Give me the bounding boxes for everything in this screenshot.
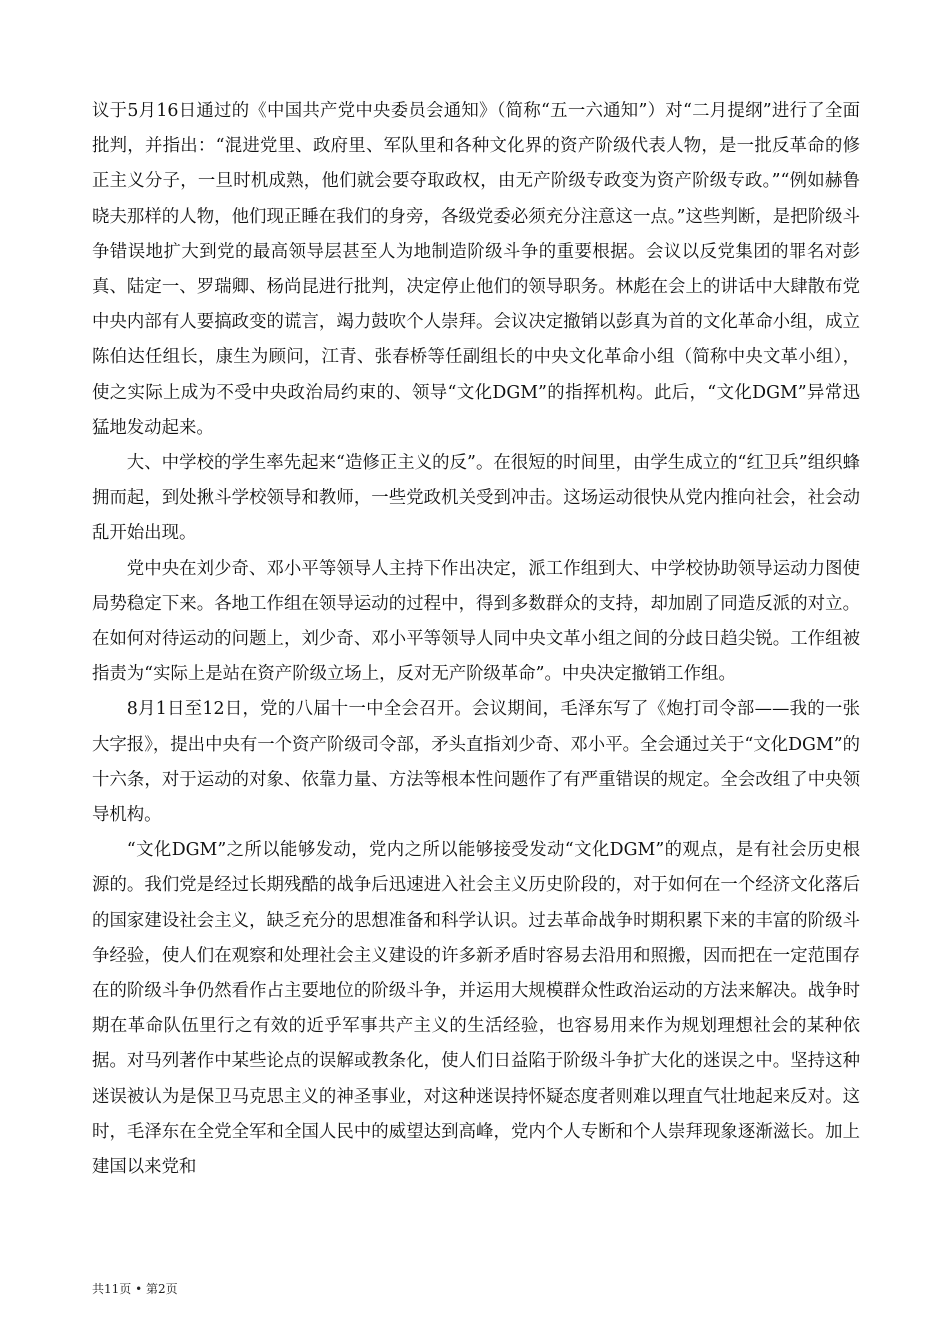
paragraph-students: 大、中学校的学生率先起来“造修正主义的反”。在很短的时间里，由学生成立的“红卫兵”组织蜂拥而起，到处揪斗学校领导和教师，一些党政机关受到冲击。这场运动很快从党内推向社会，社会动乱开始出现。 xyxy=(92,453,860,544)
paragraph-plenum: 8月1日至12日，党的八届十一中全会召开。会议期间，毛泽东写了《炮打司令部——我的一张大字报》，提出中央有一个资产阶级司令部，矛头直指刘少奇、邓小平。全会通过关于“文化DGM”的十六条，对于运动的对象、依靠力量、方法等根本性问题作了有严重错误的规定。全会改组了中央领导机构。 xyxy=(92,699,860,826)
paragraph-work-groups: 党中央在刘少奇、邓小平等领导人主持下作出决定，派工作组到大、中学校协助领导运动力图使局势稳定下来。各地工作组在领导运动的过程中，得到多数群众的支持，却加剧了同造反派的对立。在如何对待运动的问题上，刘少奇、邓小平等领导人同中央文革小组之间的分歧日趋尖锐。工作组被指责为“实际上是站在资产阶级立场上，反对无产阶级革命”。中央决定撤销工作组。 xyxy=(92,558,860,685)
paragraph-historical-roots: “文化DGM”之所以能够发动，党内之所以能够接受发动“文化DGM”的观点，是有社会历史根源的。我们党是经过长期残酷的战争后迅速进入社会主义历史阶段的，对于如何在一个经济文化落后的国家建设社会主义，缺乏充分的思想准备和科学认识。过去革命战争时期积累下来的丰富的阶级斗争经验，使人们在观察和处理社会主义建设的许多新矛盾时容易去沿用和照搬，因而把在一定范围存在的阶级斗争仍然看作占主要地位的阶级斗争，并运用大规模群众性政治运动的方法来解决。战争时期在革命队伍里行之有效的近乎军事共产主义的生活经验，也容易用来作为规划理想社会的某种依据。对马列著作中某些论点的误解或教条化，使人们日益陷于阶级斗争扩大化的迷误之中。坚持这种迷误被认为是保卫马克思主义的神圣事业，对这种迷误持怀疑态度者则难以理直气壮地起来反对。这时，毛泽东在全党全军和全国人民中的威望达到高峰，党内个人专断和个人崇拜现象逐渐滋长。加上建国以来党和 xyxy=(92,840,860,1178)
paragraph-continued: 议于5月16日通过的《中国共产党中央委员会通知》（简称“五一六通知”）对“二月提纲”进行了全面批判，并指出：“混进党里、政府里、军队里和各种文化界的资产阶级代表人物，是一批反革命的修正主义分子，一旦时机成熟，他们就会要夺取政权，由无产阶级专政变为资产阶级专政。”“例如赫鲁晓夫那样的人物，他们现正睡在我们的身旁，各级党委必须充分注意这一点。”这些判断，是把阶级斗争错误地扩大到党的最高领导层甚至人为地制造阶级斗争的重要根据。会议以反党集团的罪名对彭真、陆定一、罗瑞卿、杨尚昆进行批判，决定停止他们的领导职务。林彪在会上的讲话中大肆散布党中央内部有人要搞政变的谎言，竭力鼓吹个人崇拜。会议决定撤销以彭真为首的文化革命小组，成立陈伯达任组长，康生为顾问，江青、张春桥等任副组长的中央文化革命小组（简称中央文革小组），使之实际上成为不受中央政治局约束的、领导“文化DGM”的指挥机构。此后，“文化DGM”异常迅猛地发动起来。 xyxy=(92,101,860,438)
page-footer: 共11页 • 第2页 xyxy=(92,1282,178,1296)
document-body xyxy=(92,94,860,1185)
